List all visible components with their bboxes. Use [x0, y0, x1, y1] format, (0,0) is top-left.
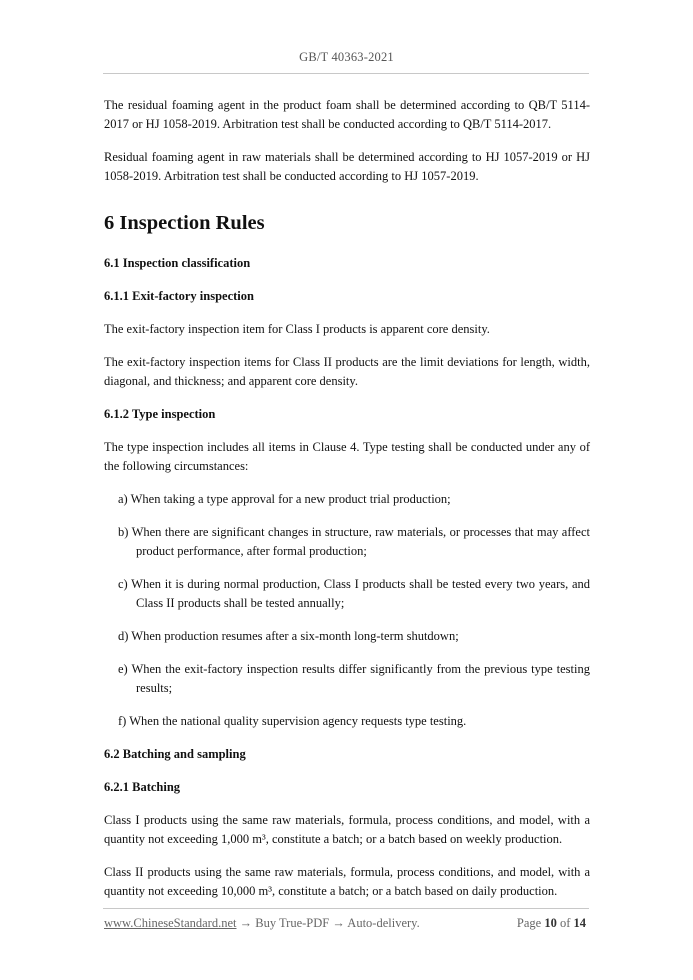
paragraph-class-i-exit: The exit-factory inspection item for Class I products is apparent core density.	[104, 322, 490, 336]
page-label: Page	[516, 916, 542, 930]
website-link[interactable]: www.ChineseStandard.net	[104, 916, 237, 930]
page-number	[517, 916, 586, 931]
current-page: 10	[544, 916, 557, 930]
list-item: b) When there are significant changes in structure, raw materials, or processes that may affect product performance, after formal production;	[118, 525, 590, 558]
list-item: f) When the national quality supervision agency requests type testing.	[118, 714, 467, 728]
paragraph-class-i-batch: Class I products using the same raw materials, formula, process conditions, and model, with a quantity not exceeding 1,000 m³, constitute a batch; or a batch based on weekly production.	[104, 813, 590, 846]
page-header: GB/T 40363-2021	[299, 50, 394, 64]
footer-divider	[103, 908, 589, 909]
subsection-heading-6-2: 6.2 Batching and sampling	[104, 747, 246, 761]
list-item: c) When it is during normal production, Class I products shall be tested every two years, and Class II products shall be tested annually;	[118, 577, 590, 610]
paragraph-residual-foam: The residual foaming agent in the product foam shall be determined according to QB/T 5114-2017 or HJ 1058-2019. Arbitration test shall be conducted according to QB/T 5114-2017.	[104, 98, 590, 131]
circumstances-list	[118, 490, 590, 731]
footer-promo	[104, 916, 420, 930]
subsection-heading-6-1-2: 6.1.2 Type inspection	[104, 407, 216, 421]
section-heading-6: 6 Inspection Rules	[104, 212, 265, 234]
paragraph-class-ii-exit: The exit-factory inspection items for Class II products are the limit deviations for length, width, diagonal, and thickness; and apparent core density.	[104, 355, 590, 388]
page-footer	[104, 916, 590, 931]
header-divider	[103, 73, 589, 74]
subsection-heading-6-1: 6.1 Inspection classification	[104, 256, 251, 270]
list-item: e) When the exit-factory inspection results differ significantly from the previous type testing results;	[118, 662, 590, 695]
paragraph-type-inspection: The type inspection includes all items in Clause 4. Type testing shall be conducted under any of the following circumstances:	[104, 440, 590, 473]
footer-promo-text: → Buy True-PDF → Auto-delivery.	[236, 916, 420, 930]
list-item: a) When taking a type approval for a new product trial production;	[118, 492, 451, 506]
paragraph-class-ii-batch: Class II products using the same raw materials, formula, process conditions, and model, with a quantity not exceeding 10,000 m³, constitute a batch; or a batch based on daily production.	[104, 865, 590, 898]
total-pages: 14	[573, 916, 586, 930]
subsection-heading-6-1-1: 6.1.1 Exit-factory inspection	[104, 289, 254, 303]
paragraph-residual-raw: Residual foaming agent in raw materials shall be determined according to HJ 1057-2019 or HJ 1058-2019. Arbitration test shall be conducted according to HJ 1057-2019.	[104, 150, 590, 183]
subsection-heading-6-2-1: 6.2.1 Batching	[104, 780, 181, 794]
list-item: d) When production resumes after a six-month long-term shutdown;	[118, 629, 459, 643]
of-label: of	[559, 916, 571, 930]
document-body	[104, 96, 590, 915]
